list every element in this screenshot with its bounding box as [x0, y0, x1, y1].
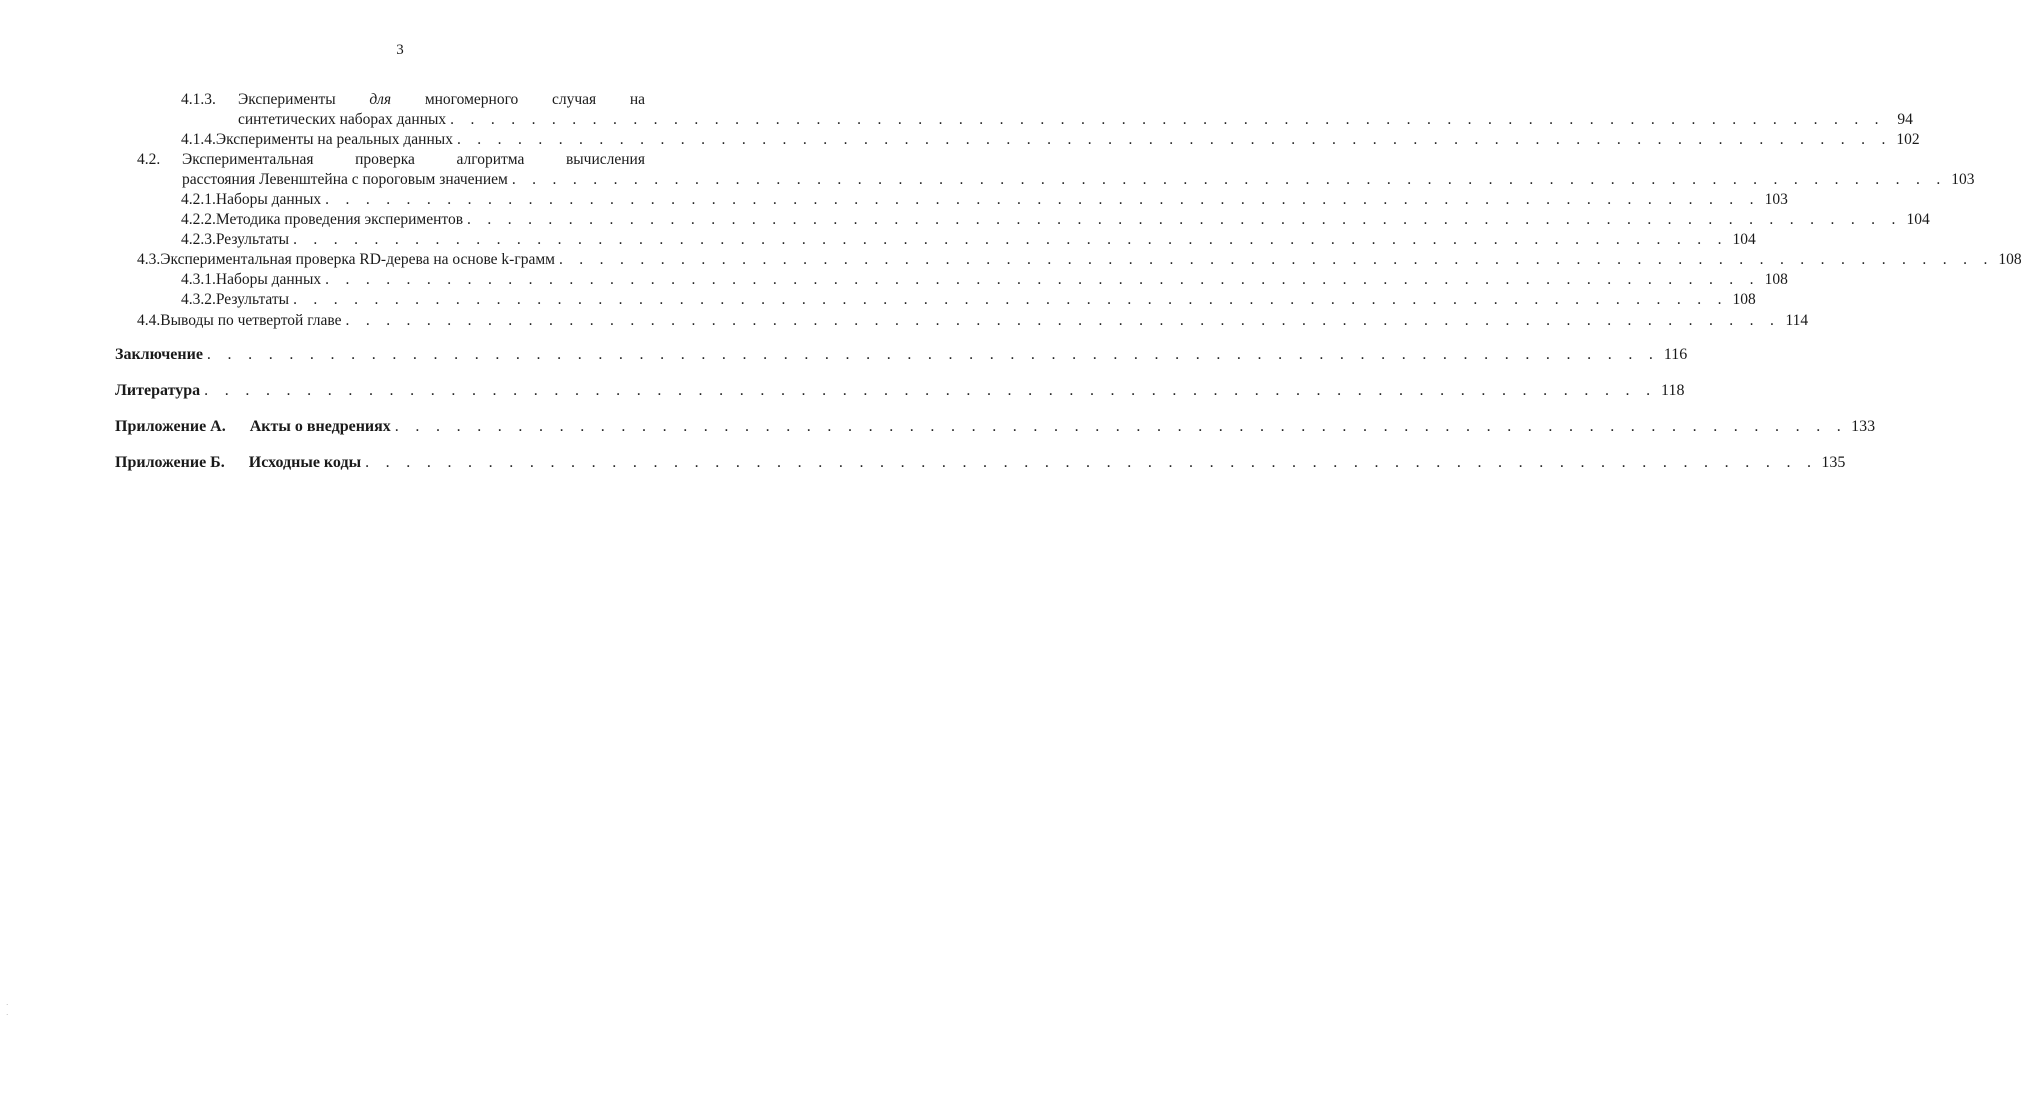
toc-num: 4.1.4.: [181, 131, 216, 148]
toc-page-number: 104: [1906, 211, 1930, 228]
toc-leader-dots: . . . . . . . . . . . . . . . . . . . . . . . . . . . . . . . . . . . . . . . . . . . . . . . . . . . . . . . . . . . . . . . . . . . . . . .: [365, 454, 1818, 471]
toc-word: вычисления: [565, 151, 645, 168]
toc-title: Эксперименты на реальных данных: [215, 131, 453, 148]
toc-title: Литература: [115, 382, 201, 399]
toc-entry-4-2-2[interactable]: [181, 210, 1930, 229]
toc-page-number: 108: [1764, 271, 1788, 288]
toc-leader-dots: . . . . . . . . . . . . . . . . . . . . . . . . . . . . . . . . . . . . . . . . . . . . . . . . . . . . . . . . . . . . . . . . . . . . . . .: [511, 171, 1947, 188]
toc-title: Результаты: [215, 291, 290, 308]
toc-word: многомерного: [424, 91, 519, 108]
toc-num-4-1-3: 4.1.3.: [181, 91, 216, 108]
toc-title: Акты о внедрениях: [249, 418, 391, 435]
toc-chapter-literature[interactable]: [115, 381, 1685, 400]
toc-entry-4-2[interactable]: [182, 170, 1975, 189]
toc-entry-4-4[interactable]: [137, 311, 1809, 330]
toc-title: Результаты: [215, 231, 290, 248]
toc-page-number: 94: [1897, 111, 1913, 128]
toc-leader-dots: . . . . . . . . . . . . . . . . . . . . . . . . . . . . . . . . . . . . . . . . . . . . . . . . . . . . . . . . . . . . . . . . . . . . . . .: [325, 271, 1760, 288]
toc-title: Выводы по четвертой главе: [160, 312, 342, 329]
toc-page-number: 104: [1732, 231, 1756, 248]
toc-title: Экспериментальная проверка RD-дерева на основе k-грамм: [160, 251, 555, 268]
toc-page-number: 133: [1851, 418, 1876, 435]
toc-entry-4-1-3-line1: [238, 90, 645, 109]
toc-word: случая: [551, 91, 597, 108]
toc-leader-dots: . . . . . . . . . . . . . . . . . . . . . . . . . . . . . . . . . . . . . . . . . . . . . . . . . . . . . . . . . . . . . . . . . . . . . . .: [558, 251, 1994, 268]
toc-leader-dots: . . . . . . . . . . . . . . . . . . . . . . . . . . . . . . . . . . . . . . . . . . . . . . . . . . . . . . . . . . . . . . . . . . . . . . .: [467, 211, 1902, 228]
toc-leader-dots: . . . . . . . . . . . . . . . . . . . . . . . . . . . . . . . . . . . . . . . . . . . . . . . . . . . . . . . . . . . . . . . . . . . . . . .: [456, 131, 1892, 148]
toc-title: расстояния Левенштейна с пороговым значением: [182, 171, 508, 188]
toc-title: Методика проведения экспериментов: [215, 211, 464, 228]
toc-num: 4.4.: [137, 312, 161, 329]
toc-num: 4.3.: [137, 251, 161, 268]
toc-title: Наборы данных: [215, 271, 322, 288]
toc-entry-4-2-1[interactable]: [181, 190, 1788, 209]
toc-page-number: 108: [1732, 291, 1756, 308]
toc-page-number: 102: [1896, 131, 1920, 148]
toc-chapter-appendix-b[interactable]: [115, 453, 1846, 472]
toc-num: 4.2.3.: [181, 231, 216, 248]
toc-entry-4-1-3[interactable]: [238, 110, 1913, 129]
scan-margin-marks: · ·: [6, 1001, 9, 1019]
toc-entry-4-1-4[interactable]: [181, 130, 1920, 149]
toc-leader-dots: . . . . . . . . . . . . . . . . . . . . . . . . . . . . . . . . . . . . . . . . . . . . . . . . . . . . . . . . . . . . . . . . . . . . . . .: [206, 346, 1660, 363]
toc-chapter-appendix-a[interactable]: [115, 417, 1876, 436]
toc-title: Заключение: [115, 346, 203, 363]
toc-entry-4-3[interactable]: [137, 250, 2022, 269]
toc-chapter-conclusion[interactable]: [115, 345, 1688, 364]
toc-word: Экспериментальная: [182, 151, 314, 168]
toc-num: Приложение А.: [115, 418, 226, 435]
toc-word: алгоритма: [456, 151, 525, 168]
toc-word: проверка: [355, 151, 415, 168]
toc-title: Наборы данных: [215, 191, 322, 208]
toc-leader-dots: . . . . . . . . . . . . . . . . . . . . . . . . . . . . . . . . . . . . . . . . . . . . . . . . . . . . . . . . . . . . . . . . . . . . . . .: [345, 312, 1781, 329]
toc-page-number: 135: [1821, 454, 1846, 471]
toc-word: для: [369, 91, 392, 108]
toc-leader-dots: . . . . . . . . . . . . . . . . . . . . . . . . . . . . . . . . . . . . . . . . . . . . . . . . . . . . . . . . . . . . . . . . . . . . . . .: [450, 111, 1885, 128]
toc-num: Приложение Б.: [115, 454, 225, 471]
toc-leader-dots: . . . . . . . . . . . . . . . . . . . . . . . . . . . . . . . . . . . . . . . . . . . . . . . . . . . . . . . . . . . . . . . . . . . . . . .: [394, 418, 1848, 435]
toc-title: Исходные коды: [248, 454, 362, 471]
toc-leader-dots: . . . . . . . . . . . . . . . . . . . . . . . . . . . . . . . . . . . . . . . . . . . . . . . . . . . . . . . . . . . . . . . . . . . . . . .: [293, 231, 1728, 248]
toc-entry-4-2-3[interactable]: [181, 230, 1756, 249]
toc-leader-dots: . . . . . . . . . . . . . . . . . . . . . . . . . . . . . . . . . . . . . . . . . . . . . . . . . . . . . . . . . . . . . . . . . . . . . . .: [204, 382, 1657, 399]
toc-leader-dots: . . . . . . . . . . . . . . . . . . . . . . . . . . . . . . . . . . . . . . . . . . . . . . . . . . . . . . . . . . . . . . . . . . . . . . .: [293, 291, 1728, 308]
toc-num: 4.3.1.: [181, 271, 216, 288]
toc-title: синтетических наборах данных: [238, 111, 447, 128]
toc-page-number: 108: [1998, 251, 2022, 268]
toc-page-number: 116: [1663, 346, 1688, 363]
toc-page-number: 118: [1661, 382, 1685, 399]
toc-page-number: 103: [1764, 191, 1788, 208]
toc-leader-dots: . . . . . . . . . . . . . . . . . . . . . . . . . . . . . . . . . . . . . . . . . . . . . . . . . . . . . . . . . . . . . . . . . . . . . . .: [325, 191, 1760, 208]
toc-num: 4.2.2.: [181, 211, 216, 228]
page-number: 3: [396, 42, 404, 58]
toc-page-number: 103: [1951, 171, 1975, 188]
toc-num-4-2: 4.2.: [137, 151, 161, 168]
toc-page-number: 114: [1785, 312, 1809, 329]
toc-entry-4-3-2[interactable]: [181, 290, 1756, 309]
toc-word: Эксперименты: [238, 91, 336, 108]
toc-word: на: [629, 91, 645, 108]
toc-entry-4-2-line1: [182, 150, 645, 169]
toc-entry-4-3-1[interactable]: [181, 270, 1788, 289]
toc-num: 4.3.2.: [181, 291, 216, 308]
toc-num: 4.2.1.: [181, 191, 216, 208]
